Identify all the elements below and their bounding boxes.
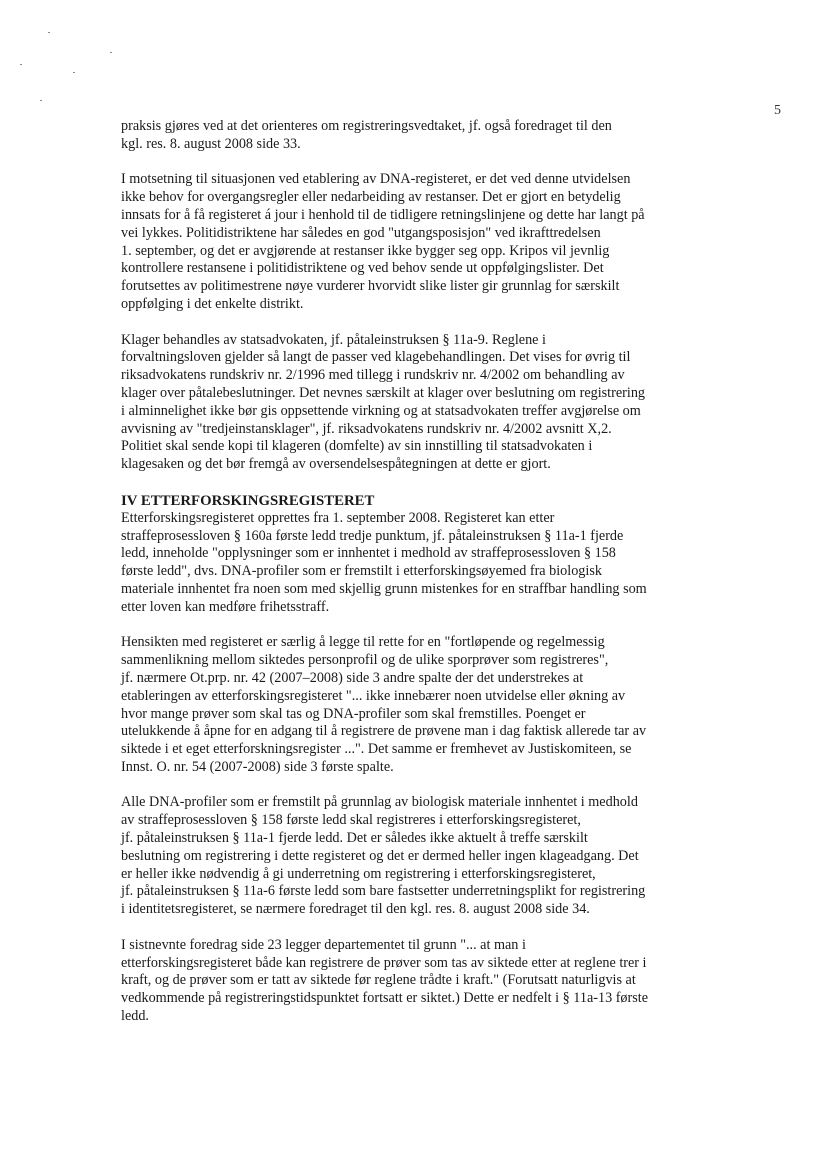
paragraph bbox=[121, 118, 733, 154]
text-line: jf. nærmere Ot.prp. nr. 42 (2007–2008) side 3 andre spalte der det understrekes at bbox=[121, 669, 584, 686]
text-line: ikke behov for overgangsregler eller nedarbeiding av restanser. Det er gjort en betydelig bbox=[121, 189, 621, 206]
scan-speck bbox=[40, 100, 42, 101]
paragraph bbox=[121, 510, 733, 617]
text-line: Klager behandles av statsadvokaten, jf. påtaleinstruksen § 11a-9. Reglene i bbox=[121, 331, 546, 348]
paragraph bbox=[121, 794, 733, 919]
text-line: hvor mange prøver som skal tas og DNA-profiler som skal fremstilles. Poenget er bbox=[121, 705, 586, 722]
text-line: straffeprosessloven § 160a første ledd tredje punktum, jf. påtaleinstruksen § 11a-1 fjerde bbox=[121, 527, 624, 544]
text-line: I sistnevnte foredrag side 23 legger departementet til grunn "... at man i bbox=[121, 936, 526, 953]
paragraph bbox=[121, 937, 733, 1026]
text-line: i alminnelighet ikke bør gis oppsettende virkning og at statsadvokaten treffer avgjørelse om bbox=[121, 402, 641, 419]
text-line: sammenlikning mellom siktedes personprofil og de ulike sporprøver som registreres", bbox=[121, 652, 609, 669]
text-line: vedkommende på registreringstidspunktet fortsatt er siktet.) Dette er nedfelt i § 11a-13 første bbox=[121, 990, 649, 1007]
text-line: utelukkende å åpne for en adgang til å registrere de prøvene man i dag faktisk allerede tar av bbox=[121, 723, 647, 740]
paragraph bbox=[121, 332, 733, 474]
text-line: I motsetning til situasjonen ved etablering av DNA-registeret, er det ved denne utvidelsen bbox=[121, 171, 631, 188]
text-line: riksadvokatens rundskriv nr. 2/1996 med tillegg i rundskriv nr. 4/2002 om behandling av bbox=[121, 367, 625, 384]
scan-speck bbox=[48, 32, 50, 33]
text-line: oppfølging i det enkelte distrikt. bbox=[121, 295, 304, 312]
text-line: av straffeprosessloven § 158 første ledd skal registreres i etterforskingsregisteret, bbox=[121, 812, 581, 829]
text-line: kraft, og de prøver som er tatt av siktede før reglene trådte i kraft." (Forutsatt naturligvis at bbox=[121, 972, 636, 989]
text-line: forutsettes av politimestrene nøye vurderer hvorvidt slike lister gir grunnlag for særskilt bbox=[121, 278, 620, 295]
text-line: etter loven kan medføre frihetsstraff. bbox=[121, 598, 330, 615]
text-line: Innst. O. nr. 54 (2007-2008) side 3 første spalte. bbox=[121, 758, 394, 775]
text-line: innsats for å få registeret á jour i henhold til de tidligere retningslinjene og dette har langt på bbox=[121, 206, 645, 223]
text-line: klager over påtalebeslutninger. Det nevnes særskilt at klager over beslutning om registrering bbox=[121, 384, 646, 401]
text-line: klagesaken og det bør fremgå av oversendelsespåtegningen at dette er gjort. bbox=[121, 456, 551, 473]
scan-speck bbox=[110, 52, 112, 53]
text-line: er heller ikke nødvendig å gi underretning om registrering i etterforskingsregisteret, bbox=[121, 865, 596, 882]
scan-speck bbox=[20, 64, 22, 65]
paragraph bbox=[121, 634, 733, 776]
text-line: vei lykkes. Politidistriktene har således en god "utgangsposisjon" ved ikrafttredelsen bbox=[121, 224, 601, 241]
text-line: Alle DNA-profiler som er fremstilt på grunnlag av biologisk materiale innhentet i medhold bbox=[121, 794, 638, 811]
text-line: jf. påtaleinstruksen § 11a-6 første ledd som bare fastsetter underretningsplikt for registrering bbox=[121, 883, 646, 900]
text-line: avvisning av "tredjeinstansklager", jf. riksadvokatens rundskriv nr. 4/2002 avsnitt X,2. bbox=[121, 420, 612, 437]
paragraph bbox=[121, 171, 733, 313]
text-line: beslutning om registrering i dette registeret og det er dermed heller ingen klageadgang. Det bbox=[121, 847, 639, 864]
text-line: materiale innhentet fra noen som med skjellig grunn mistenkes for en straffbar handling som bbox=[121, 580, 647, 597]
text-line: Etterforskingsregisteret opprettes fra 1. september 2008. Registeret kan etter bbox=[121, 509, 555, 526]
text-line: i identitetsregisteret, se nærmere foredraget til den kgl. res. 8. august 2008 side 34. bbox=[121, 901, 590, 918]
text-line: siktede i et eget etterforskningsregister ...". Det samme er fremhevet av Justiskomiteen, se bbox=[121, 741, 632, 758]
text-line: kgl. res. 8. august 2008 side 33. bbox=[121, 135, 301, 152]
page-number: 5 bbox=[774, 103, 781, 118]
text-line: 1. september, og det er avgjørende at restanser ikke bygger seg opp. Kripos vil jevnlig bbox=[121, 242, 610, 259]
text-line: etableringen av etterforskingsregisteret "... ikke innebærer noen utvidelse eller økning av bbox=[121, 687, 626, 704]
text-line: ledd. bbox=[121, 1008, 149, 1025]
scan-speck bbox=[73, 72, 75, 73]
text-line: Politiet skal sende kopi til klageren (domfelte) av sin innstilling til statsadvokaten i bbox=[121, 438, 593, 455]
text-line: forvaltningsloven gjelder så langt de passer ved klagebehandlingen. Det vises for øvrig til bbox=[121, 349, 631, 366]
text-line: ledd, inneholde "opplysninger som er innhentet i medhold av straffeprosessloven § 158 bbox=[121, 545, 616, 562]
text-line: Hensikten med registeret er særlig å legge til rette for en "fortløpende og regelmessig bbox=[121, 634, 605, 651]
body-text bbox=[121, 118, 733, 1044]
text-line: jf. påtaleinstruksen § 11a-1 fjerde ledd. Det er således ikke aktuelt å treffe særskilt bbox=[121, 830, 588, 847]
text-line: praksis gjøres ved at det orienteres om registreringsvedtaket, jf. også foredraget til den bbox=[121, 118, 612, 134]
text-line: kontrollere restansene i politidistriktene og ved behov sende ut oppfølgingslister. Det bbox=[121, 260, 604, 277]
text-line: etterforskingsregisteret både kan registrere de prøver som tas av siktede etter at reglene trer i bbox=[121, 954, 647, 971]
text-line: første ledd", dvs. DNA-profiler som er fremstilt i etterforskingsøyemed fra biologisk bbox=[121, 563, 602, 580]
section-heading: IV ETTERFORSKINGSREGISTERET bbox=[121, 492, 375, 509]
